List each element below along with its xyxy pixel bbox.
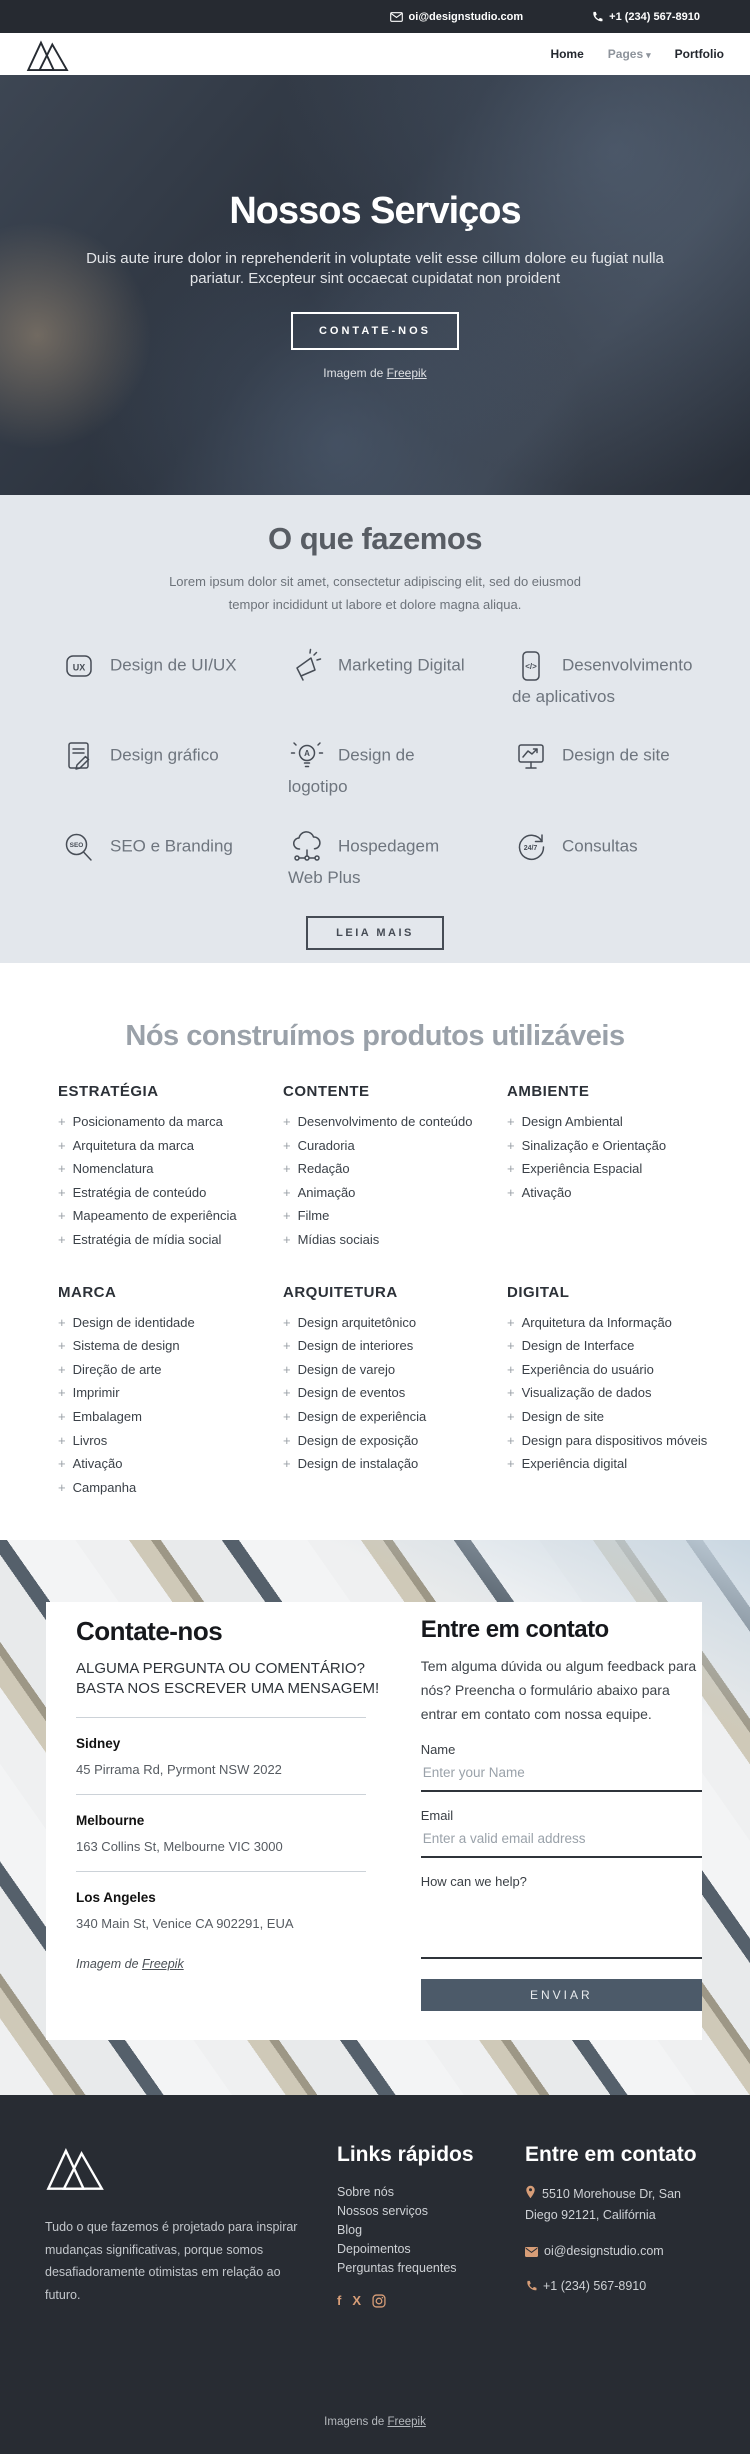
footer-links-title: Links rápidos [337,2143,474,2166]
navbar [0,33,750,75]
hero-image-credit [323,366,426,380]
capability-item: + Sistema de design [58,1334,283,1358]
service-item-consulting[interactable] [512,828,710,891]
footer-link[interactable]: Depoimentos [337,2242,411,2256]
contact-tagline: ALGUMA PERGUNTA OU COMENTÁRIO? BASTA NOS ESCREVER UMA MENSAGEM! [76,1660,380,1698]
nav-menu [550,47,724,61]
message-label: How can we help? [420,1874,527,1889]
service-item-logo[interactable] [288,737,512,800]
location-pin-icon [525,2185,536,2200]
svg-text:A: A [304,749,310,759]
service-label: Design de logotipo [288,745,415,797]
capability-group-marca [58,1284,283,1500]
contact-cta-button[interactable]: CONTATE-NOS [291,312,459,350]
capability-item: + Animação [283,1181,507,1205]
divider [76,1794,366,1795]
capability-item: + Ativação [58,1452,283,1476]
email-input[interactable] [421,1823,702,1858]
footer-image-credit [45,2416,705,2428]
service-label: SEO e Branding [110,836,233,856]
service-item-marketing[interactable] [288,647,512,710]
email-label: Email [420,1808,454,1823]
capability-item: + Sinalização e Orientação [507,1134,750,1158]
service-item-seo[interactable] [60,828,288,891]
capability-group-title: CONTENTE [283,1083,370,1100]
capability-item: + Design de varejo [283,1358,507,1382]
hero-section [0,75,750,495]
capability-item: + Redação [283,1157,507,1181]
capability-item: + Posicionamento da marca [58,1110,283,1134]
footer [0,2095,750,2454]
capability-item: + Arquitetura da marca [58,1134,283,1158]
capabilities-section [0,963,750,1540]
page-title: Nossos Serviços [229,190,521,232]
capability-group-contente [283,1083,507,1252]
footer-link[interactable]: Blog [337,2223,363,2237]
contact-card [46,1602,702,2040]
form-intro: Tem alguma dúvida ou algum feedback para nós? Preencha o formulário abaixo para entrar em contato com nossa equipe. [420,1658,697,1722]
nav-item-pages-label: Pages [607,47,644,61]
capability-item: + Experiência do usuário [507,1358,750,1382]
capability-item: + Direção de arte [58,1358,283,1382]
cloud-hosting-icon [288,828,326,866]
contact-section [0,1540,750,2095]
capability-item: + Estratégia de conteúdo [58,1181,283,1205]
capability-item: + Design de instalação [283,1452,507,1476]
capability-group-title: DIGITAL [507,1283,570,1301]
megaphone-icon [288,647,326,685]
svg-text:</>: </> [525,661,537,671]
capability-item: + Design para dispositivos móveis [507,1429,750,1453]
capability-item: + Design de site [507,1405,750,1429]
monitor-chart-icon [512,737,550,775]
mobile-code-icon [512,647,550,685]
topbar-phone-text: +1 (234) 567-8910 [609,10,700,23]
office-losangeles [76,1890,391,1931]
capability-group-estrategia [58,1083,283,1252]
footer-phone-text: +1 (234) 567-8910 [543,2278,647,2293]
capability-group-title: ESTRATÉGIA [58,1083,159,1100]
footer-brand-column [45,2143,337,2308]
capability-item: + Visualização de dados [507,1381,750,1405]
capability-group-digital [507,1284,750,1500]
ux-badge-icon [60,647,98,685]
svg-text:UX: UX [72,662,86,672]
x-twitter-icon[interactable]: X [352,2293,362,2308]
name-input[interactable] [421,1757,702,1792]
office-city: Sidney [76,1735,121,1751]
divider [76,1871,366,1872]
contact-title: Contate-nos [76,1616,223,1646]
divider [76,1717,366,1718]
capability-item: + Estratégia de mídia social [58,1228,283,1252]
capabilities-grid [0,1083,750,1499]
nav-item-portfolio[interactable]: Portfolio [674,47,724,61]
service-item-uiux[interactable] [60,647,288,710]
capability-group-title: AMBIENTE [507,1083,590,1100]
freepik-link[interactable]: Freepik [387,2416,426,2428]
office-city: Los Angeles [76,1889,156,1905]
chevron-down-icon: ▾ [646,50,651,60]
seo-magnifier-icon [60,828,98,866]
mountains-logo-icon [26,37,72,71]
capability-item: + Desenvolvimento de conteúdo [283,1110,507,1134]
capability-item: + Design de exposição [283,1429,507,1453]
topbar-phone-link[interactable] [591,11,700,23]
service-label: Hospedagem Web Plus [288,836,440,887]
capability-group-ambiente [507,1083,750,1252]
service-label: Design de site [562,745,670,765]
office-city: Melbourne [76,1812,145,1828]
footer-contact-title: Entre em contato [525,2143,697,2166]
logo[interactable] [26,37,72,71]
office-melbourne [76,1813,391,1854]
capability-item: + Imprimir [58,1381,283,1405]
form-title: Entre em contato [420,1616,609,1643]
service-item-appdev[interactable] [512,647,710,710]
services-grid [60,647,750,891]
capability-item: + Campanha [58,1476,283,1500]
footer-link[interactable]: Perguntas frequentes [337,2261,457,2275]
footer-email-row[interactable] [525,2241,705,2262]
capability-item: + Design arquitetônico [283,1311,507,1335]
footer-link[interactable]: Nossos serviços [337,2204,428,2218]
svg-text:SEO: SEO [69,841,84,849]
office-address: 163 Collins St, Melbourne VIC 3000 [76,1838,283,1854]
contact-image-credit [76,1957,391,1971]
social-icons [337,2293,525,2308]
capability-item: + Nomenclatura [58,1157,283,1181]
send-button[interactable]: ENVIAR [421,1979,702,2011]
hero-subtitle: Duis aute irure dolor in reprehenderit in voluptate velit esse cillum dolore eu fugiat nulla pariatur. Excepteur sint occaecat cupidatat non proident [86,250,664,287]
capability-item: + Embalagem [58,1405,283,1429]
contact-info-column [76,1616,391,2040]
service-item-graphic[interactable] [60,737,288,800]
phone-icon [525,2280,537,2292]
read-more-button[interactable]: LEIA MAIS [306,916,444,950]
capability-item: + Ativação [507,1181,750,1205]
capability-item: + Curadoria [283,1134,507,1158]
service-item-webdesign[interactable] [512,737,710,800]
footer-columns [45,2143,705,2308]
office-address: 45 Pirrama Rd, Pyrmont NSW 2022 [76,1761,282,1777]
office-sidney [76,1736,391,1777]
name-label: Name [420,1742,456,1757]
service-label: Desenvolvimento de aplicativos [512,654,693,706]
capability-item: + Design de Interface [507,1334,750,1358]
service-label: Consultas [562,836,638,856]
contact-form-column [421,1616,702,2040]
capability-item: + Design de identidade [58,1311,283,1335]
capability-item: + Arquitetura da Informação [507,1311,750,1335]
facebook-icon[interactable]: f [337,2293,342,2308]
hero-credit-text: Imagem de [323,366,387,380]
footer-about-text: Tudo o que fazemos é projetado para inspirar mudanças significativas, porque somos desafiadoramente otimistas em relação ao futuro. [45,2220,298,2302]
footer-credit-text: Imagens de [324,2416,388,2428]
service-label: Marketing Digital [338,654,465,674]
support-247-icon [512,828,550,866]
capability-item: + Mídias sociais [283,1228,507,1252]
nav-item-home[interactable]: Home [550,47,584,61]
mountains-logo-icon [45,2143,109,2190]
capability-item: + Experiência Espacial [507,1157,750,1181]
capability-item: + Design de experiência [283,1405,507,1429]
capability-item: + Experiência digital [507,1452,750,1476]
capability-group-arquitetura [283,1284,507,1500]
office-address: 340 Main St, Venice CA 902291, EUA [76,1915,294,1931]
services-subtitle: Lorem ipsum dolor sit amet, consectetur adipiscing elit, sed do eiusmod tempor incididunt ut labore et dolore magna aliqua. [169,574,581,612]
footer-address-text: 5510 Morehouse Dr, San Diego 92121, Califórnia [525,2187,681,2223]
service-label: Design de UI/UX [110,654,237,674]
services-title: O que fazemos [268,521,482,556]
footer-link[interactable]: Sobre nós [337,2185,394,2199]
capability-item: + Design de eventos [283,1381,507,1405]
document-pen-icon [60,737,98,775]
topbar-email-link[interactable] [390,11,524,23]
instagram-icon[interactable] [372,2294,386,2308]
footer-address-row [525,2184,705,2227]
service-label: Design gráfico [110,745,219,765]
svg-text:24/7: 24/7 [523,844,538,852]
capability-item: + Mapeamento de experiência [58,1204,283,1228]
message-textarea[interactable] [421,1889,702,1959]
capabilities-title: Nós construímos produtos utilizáveis [125,1020,625,1052]
topbar [0,0,750,33]
service-item-hosting[interactable] [288,828,512,891]
contact-credit-text: Imagem de [76,1956,143,1971]
footer-contact-column [525,2143,705,2308]
topbar-email-text: oi@designstudio.com [408,10,524,23]
phone-icon [591,11,603,23]
envelope-icon [525,2247,538,2257]
envelope-icon [390,12,403,22]
capability-item: + Design de interiores [283,1334,507,1358]
lightbulb-icon [288,737,326,775]
capability-item: + Design Ambiental [507,1110,750,1134]
freepik-link[interactable]: Freepik [386,366,427,380]
capability-item: + Livros [58,1429,283,1453]
nav-item-pages[interactable] [608,47,651,61]
footer-links-column [337,2143,525,2308]
capability-item: + Filme [283,1204,507,1228]
footer-email-text: oi@designstudio.com [544,2243,664,2258]
footer-phone-row[interactable] [525,2276,705,2297]
freepik-link[interactable]: Freepik [142,1956,184,1971]
capability-group-title: MARCA [58,1283,117,1301]
services-section [0,495,750,963]
capability-group-title: ARQUITETURA [283,1283,398,1301]
